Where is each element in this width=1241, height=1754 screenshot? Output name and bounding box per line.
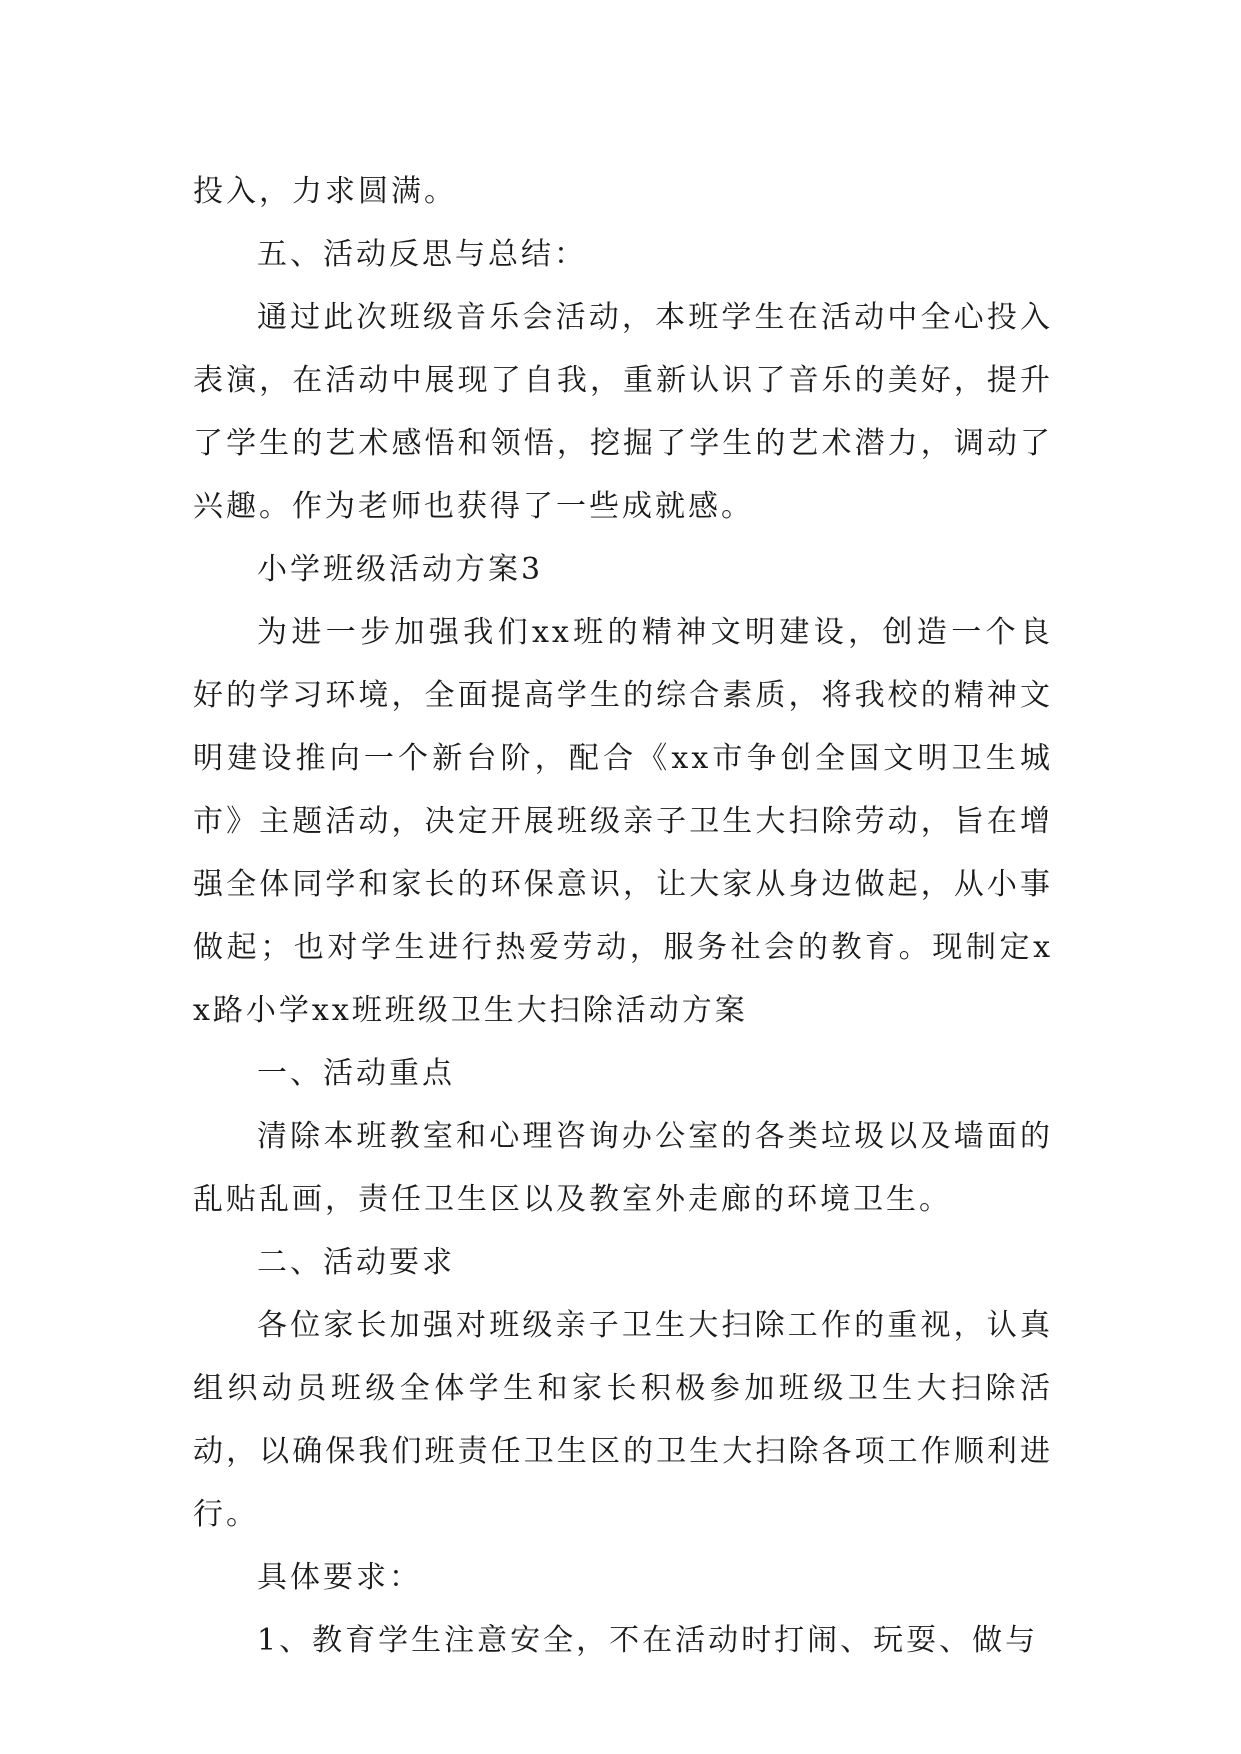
subheading-specific-requirements: 具体要求：: [257, 1560, 422, 1595]
paragraph-requirements-body: 各位家长加强对班级亲子卫生大扫除工作的重视，认真组织动员班级全体学生和家长积极参加班级卫生大扫除活动，以确保我们班责任卫生区的卫生大扫除各项工作顺利进行。: [193, 1308, 1053, 1532]
paragraph-continuation: 投入，力求圆满。: [193, 174, 457, 209]
section-heading-reflection: 五、活动反思与总结：: [257, 237, 587, 272]
paragraph-focus-body: 清除本班教室和心理咨询办公室的各类垃圾以及墙面的乱贴乱画，责任卫生区以及教室外走廊的环境卫生。: [193, 1119, 1053, 1217]
list-item-1: 1、教育学生注意安全，不在活动时打闹、玩耍、做与: [257, 1623, 1039, 1658]
document-page: [193, 160, 1053, 1672]
section-heading-requirements: 二、活动要求: [257, 1245, 455, 1280]
paragraph-reflection-body: 通过此次班级音乐会活动，本班学生在活动中全心投入表演，在活动中展现了自我，重新认识了音乐的美好，提升了学生的艺术感悟和领悟，挖掘了学生的艺术潜力，调动了兴趣。作为老师也获得了一些成就感。: [193, 300, 1053, 524]
paragraph-plan-intro: 为进一步加强我们xx班的精神文明建设，创造一个良好的学习环境，全面提高学生的综合素质，将我校的精神文明建设推向一个新台阶，配合《xx市争创全国文明卫生城市》主题活动，决定开展班级亲子卫生大扫除劳动，旨在增强全体同学和家长的环保意识，让大家从身边做起，从小事做起；也对学生进行热爱劳动，服务社会的教育。现制定xx路小学xx班班级卫生大扫除活动方案: [193, 615, 1053, 1028]
section-heading-focus: 一、活动重点: [257, 1056, 455, 1091]
plan-title: 小学班级活动方案3: [257, 552, 544, 587]
